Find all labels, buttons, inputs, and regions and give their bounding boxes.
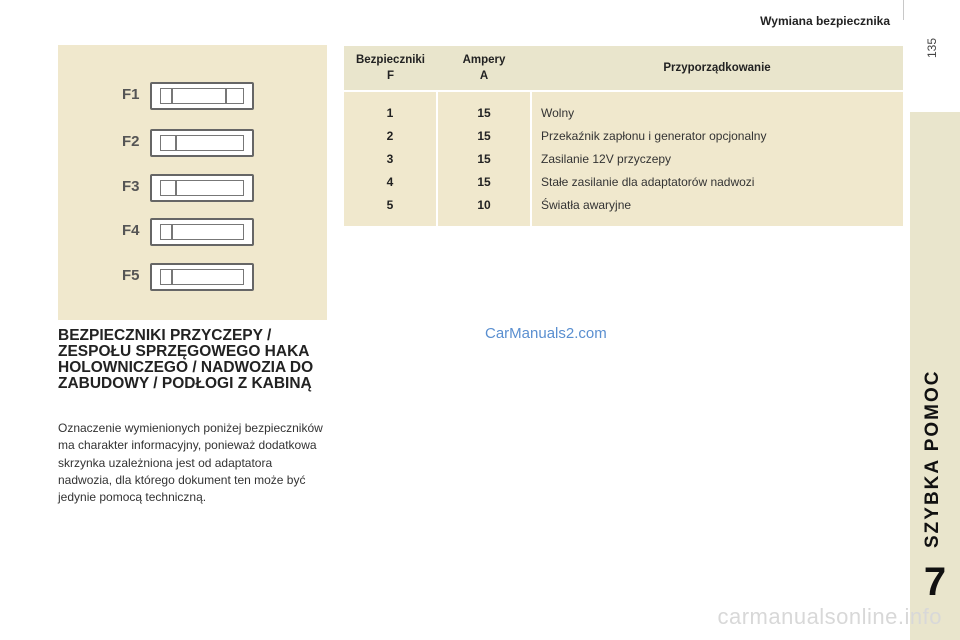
table-row: 4 15 Stałe zasilanie dla adaptatorów nadwozi	[344, 170, 903, 193]
fuse-outline	[150, 218, 254, 246]
fuse-slot	[120, 174, 320, 202]
section-body: Oznaczenie wymienionych poniżej bezpieczników ma charakter informacyjny, ponieważ dodatkowa skrzynka uzależniona jest od adaptatora nadwozia, dla którego dokument ten może być jedynie pomocą techniczną.	[58, 421, 323, 505]
table-row: 1 15 Wolny	[344, 91, 903, 124]
header-divider	[903, 0, 904, 20]
fuse-label: F5	[122, 267, 140, 284]
fuse-label: F2	[122, 133, 140, 150]
fuse-label: F1	[122, 86, 140, 103]
table-row: 3 15 Zasilanie 12V przyczepy	[344, 147, 903, 170]
table-row: 2 15 Przekaźnik zapłonu i generator opcjonalny	[344, 124, 903, 147]
fuse-assignment-table	[344, 46, 903, 226]
fuse-outline	[150, 263, 254, 291]
fuse-outline	[150, 82, 254, 110]
header-amps: Ampery A	[437, 46, 531, 91]
fuse-label: F4	[122, 222, 140, 239]
page-header-title: Wymiana bezpiecznika	[760, 14, 890, 28]
center-watermark: CarManuals2.com	[485, 325, 607, 342]
footer-watermark: carmanualsonline.info	[717, 604, 942, 629]
fuse-box-figure	[58, 45, 327, 320]
fuse-slot	[120, 263, 320, 291]
chapter-number: 7	[923, 560, 947, 604]
fuse-slot	[120, 218, 320, 246]
section-heading: BEZPIECZNIKI PRZYCZEPY / ZESPOŁU SPRZĘGOWEGO HAKA HOLOWNICZEGO / NADWOZIA DO ZABUDOWY / PODŁOGI Z KABINĄ	[58, 327, 314, 392]
header-fuse: Bezpieczniki F	[344, 46, 437, 91]
chapter-side-title: SZYBKA POMOC	[922, 369, 943, 548]
fuse-label: F3	[122, 178, 140, 195]
fuse-slot	[120, 82, 320, 110]
page-number: 135	[925, 37, 939, 58]
fuse-outline	[150, 129, 254, 157]
fuse-outline	[150, 174, 254, 202]
header-assignment: Przyporządkowanie	[531, 46, 903, 91]
table-row: 5 10 Światła awaryjne	[344, 193, 903, 226]
fuse-slot	[120, 129, 320, 157]
